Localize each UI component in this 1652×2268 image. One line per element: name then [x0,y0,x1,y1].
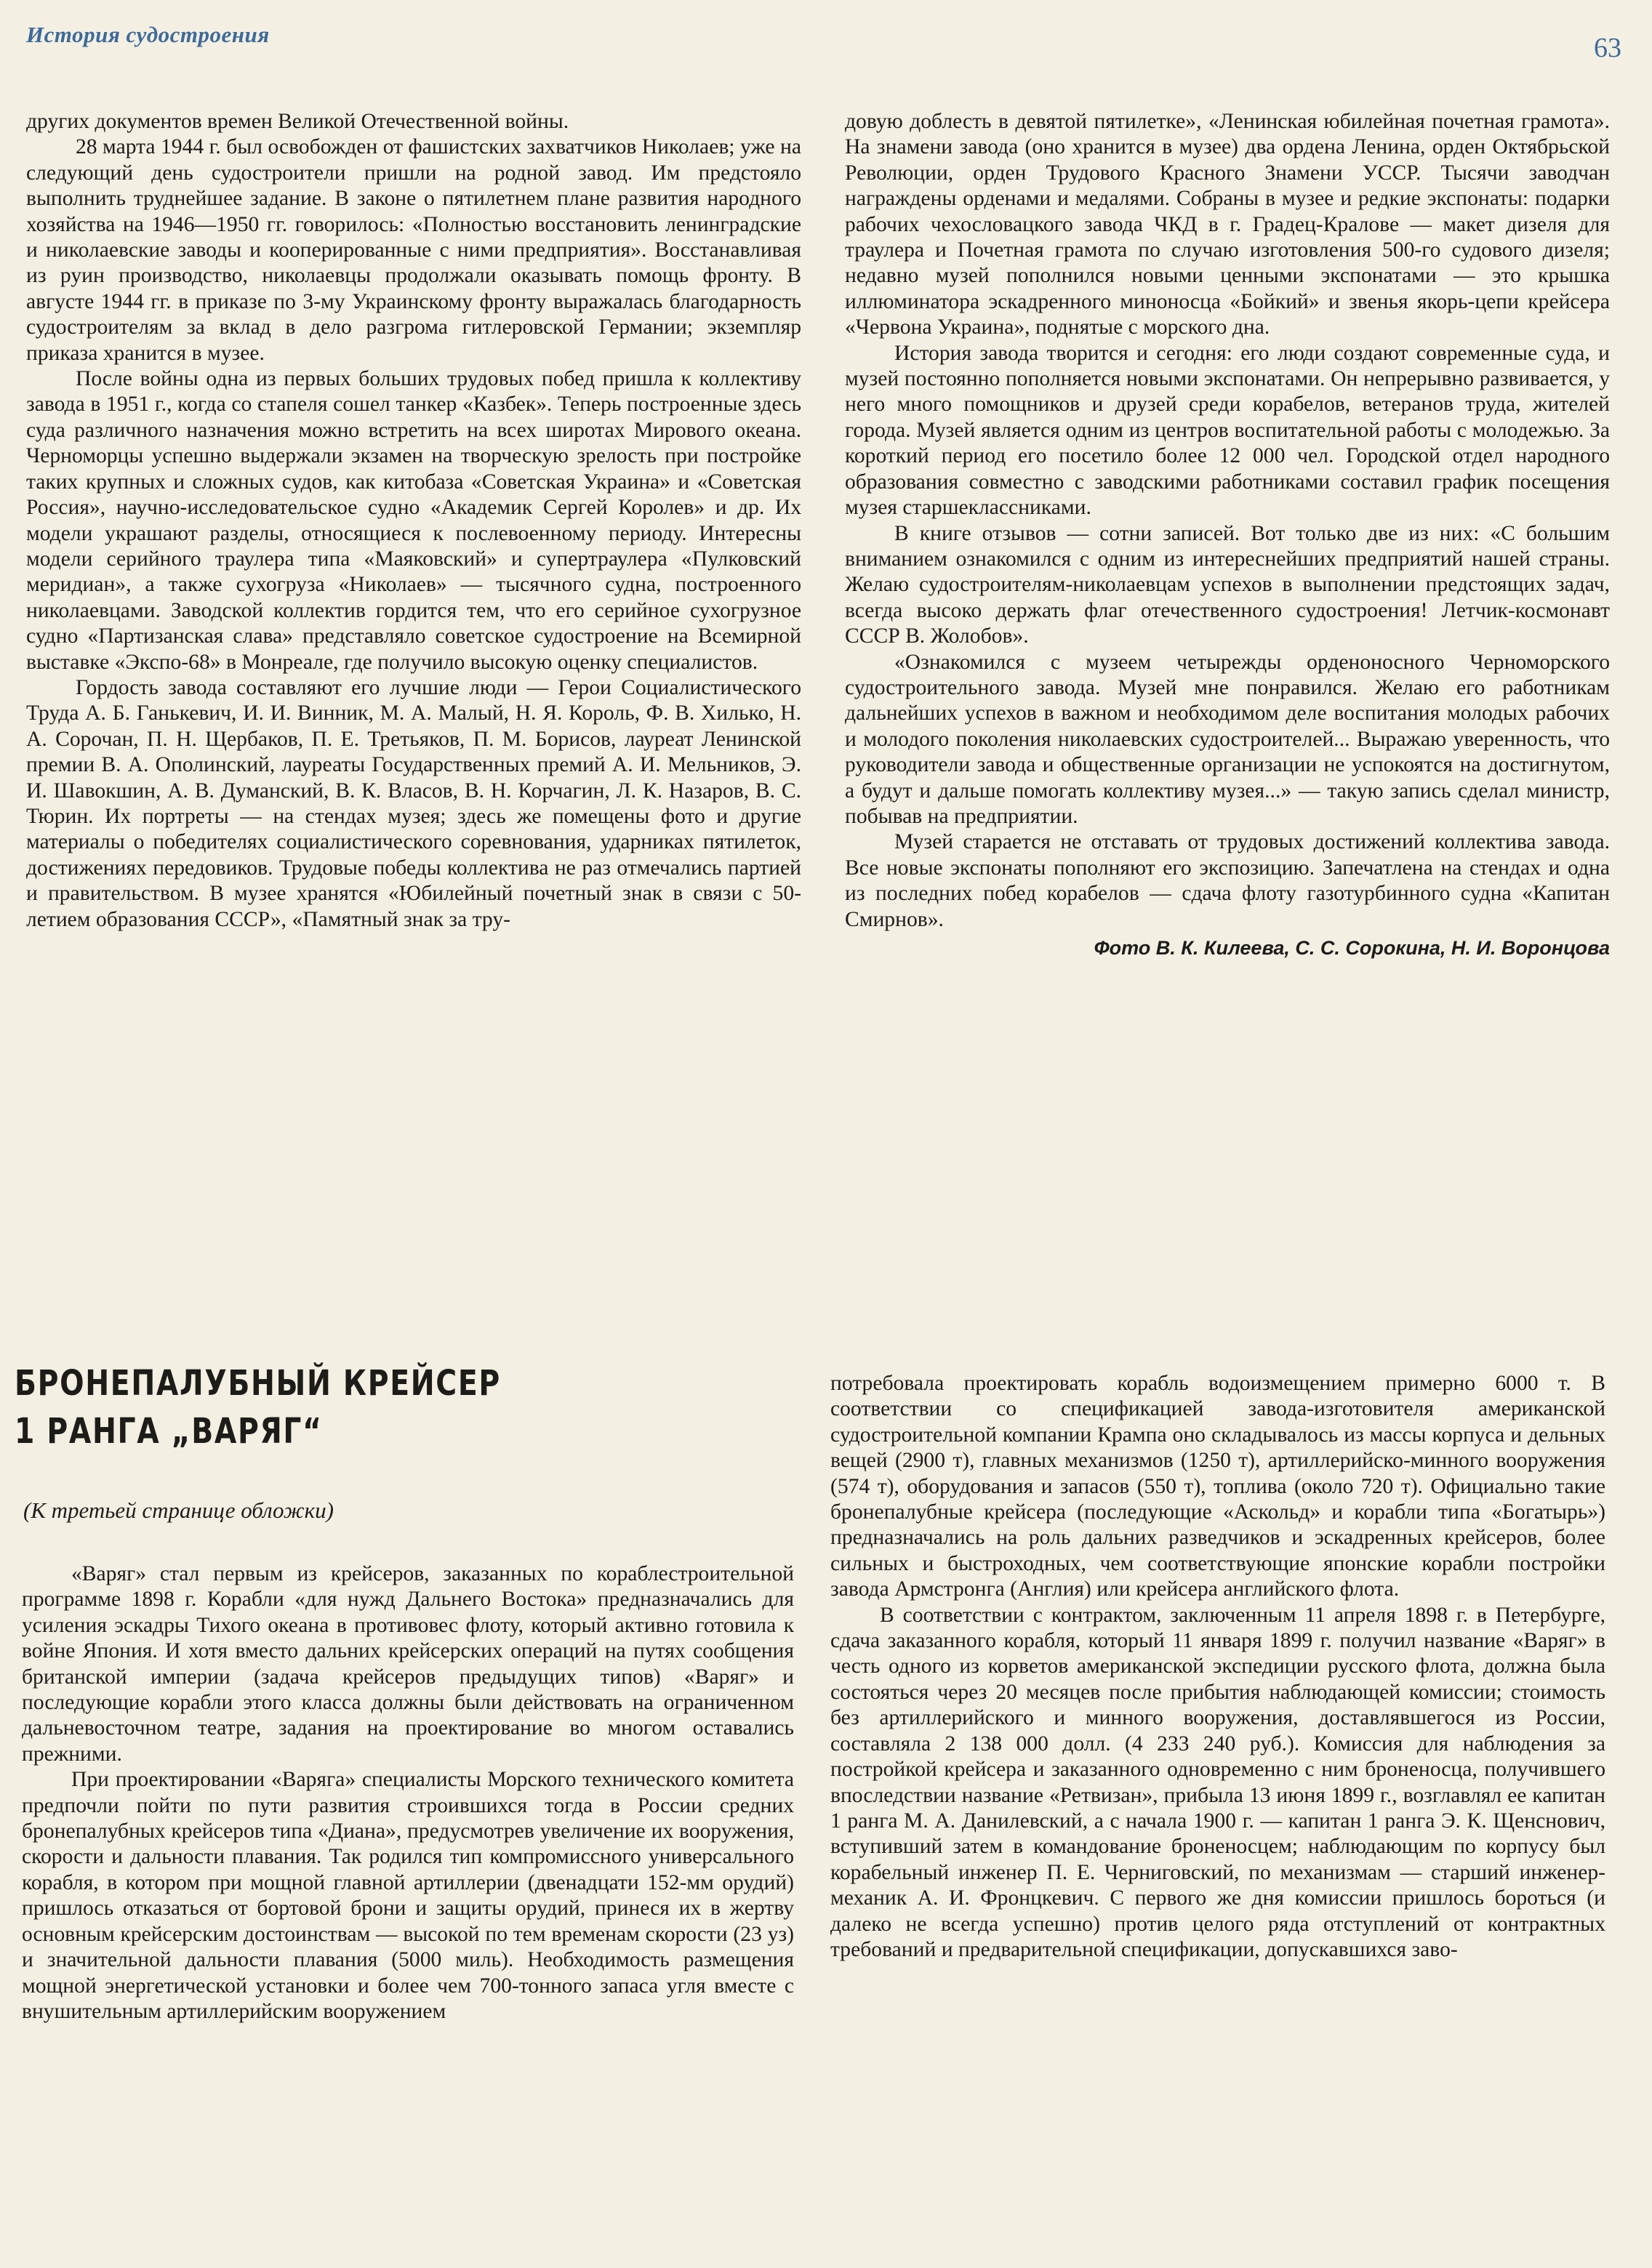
bottom-article-column-1 [22,1561,794,2024]
paragraph: других документов времен Великой Отечественной войны. [26,110,569,133]
top-article-column-1 [26,109,801,933]
paragraph: При проектировании «Варяга» специалисты Морского технического комитета предпочли пойти по пути развития строившихся тогда в России средних бронепалубных крейсеров типа «Диана», предусмотрев увеличение их вооружения, скорости и дальности плавания. Так родился тип компромиссного универсального корабля, в котором при мощной главной артиллерии (двенадцати 152-мм орудий) пришлось отказаться от бортовой брони и защиты орудий, принеся их в жертву основным крейсерским достоинствам — высокой по тем временам скорости (23 уз) и значительной дальности плавания (5000 миль). Необходимость размещения мощной энергетической установки и более чем 700-тонного запаса угля вместе с внушительным артиллерийским вооружением [22,1768,794,2023]
article-title-line: 1 РАНГА „ВАРЯГ“ [15,1411,323,1452]
top-article-column-2 [845,109,1610,961]
paragraph: потребовала проектировать корабль водоизмещением примерно 6000 т. В соответствии со спецификацией завода-изготовителя американской судостроительной компании Крампа оно складывалось из массы корпуса и дельных вещей (2900 т), главных механизмов (1250 т), артиллерийско-минного вооружения (574 т), оборудования и запасов (550 т), топлива (около 720 т). Официально такие бронепалубные крейсера (последующие «Аскольд» и корабли типа «Богатырь») предназначались на роль дальних разведчиков и эскадренных крейсеров, более сильных и быстроходных, чем соответствующие японские корабли постройки завода Армстронга (Англия) или крейсера английского флота. [830,1372,1605,1601]
paragraph: В соответствии с контрактом, заключенным 11 апреля 1898 г. в Петербурге, сдача заказанного корабля, который 11 января 1899 г. получил название «Варяг» в честь одного из корветов американской экспедиции русского флота, должна была состояться через 20 месяцев после прибытия наблюдающей комиссии; стоимость без артиллерийского и минного вооружения, доставлявшегося из России, составляла 2 138 000 долл. (4 233 240 руб.). Комиссия для наблюдения за постройкой крейсера и заказанного одновременно с ним броненосца, получившего впоследствии название «Ретвизан», прибыла 13 июня 1899 г., возглавлял ее капитан 1 ранга М. А. Данилевский, а с начала 1900 г. — капитан 1 ранга Э. К. Щенснович, вступивший затем в командование броненосцем; наблюдающим по корпусу был корабельный инженер П. Е. Черниговский, по механизмам — старший инженер-механик А. И. Фронцкевич. С первого же дня комиссии пришлось бороться (и далеко не всегда успешно) против целого ряда отступлений от контрактных требований и предварительной спецификации, допускавшихся заво- [830,1603,1605,1961]
paragraph: История завода творится и сегодня: его люди создают современные суда, и музей постоянно пополняется новыми экспонатами. Он непрерывно развивается, у него много помощников и друзей среди корабелов, ветеранов труда, жителей города. Музей является одним из центров воспитательной работы с молодежью. За короткий период его посетило более 12 000 чел. Городской отдел народного образования совместно с заводскими работниками составил график посещения музея старшеклассниками. [845,341,1610,520]
page-number: 63 [1594,33,1621,63]
paragraph: довую доблесть в девятой пятилетке», «Ленинская юбилейная почетная грамота». На знамени завода (оно хранится в музее) два ордена Ленина, орден Октябрьской Революции, орден Трудового Красного Знамени УССР. Тысячи заводчан награждены орденами и медалями. Собраны в музее и редкие экспонаты: подарки рабочих чехословацкого завода ЧКД в г. Градец-Кралове — макет дизеля для траулера и Почетная грамота по случаю изготовления 500-го судового дизеля; недавно музей пополнился новыми ценными экспонатами — это крышка иллюминатора эскадренного миноносца «Бойкий» и звенья якорь-цепи крейсера «Червона Украина», поднятые с морского дна. [845,110,1610,339]
paragraph: «Ознакомился с музеем четырежды орденоносного Черноморского судостроительного завода. Музей мне понравился. Желаю его работникам дальнейших успехов в важном и необходимом деле воспитания молодых рабочих и молодого поколения николаевских судостроителей... Выражаю уверенность, что руководители завода и общественные организации не успокоятся на достигнутом, а будут и дальше помогать коллективу музея...» — такую запись сделал министр, побывав на предприятии. [845,650,1610,828]
bottom-article-column-2 [830,1371,1605,1963]
article-subtitle: (К третьей странице обложки) [23,1497,334,1523]
article-title-line: БРОНЕПАЛУБНЫЙ КРЕЙСЕР [15,1363,501,1404]
paragraph: В книге отзывов — сотни записей. Вот только две из них: «С большим вниманием ознакомился с одним из интереснейших предприятий нашей страны. Желаю судостроителям-николаевцам успехов в выполнении предстоящих задач, всегда высоко держать флаг отечественного судостроения! Летчик-космонавт СССР В. Жолобов». [845,521,1610,648]
article-title [15,1359,659,1455]
paragraph: Гордость завода составляют его лучшие люди — Герои Социалистического Труда А. Б. Ганькевич, И. И. Винник, М. А. Малый, Н. Я. Король, Ф. В. Хилько, Н. А. Сорочан, П. Н. Щербаков, П. Е. Третьяков, П. М. Борисов, лауреат Ленинской премии В. А. Ополинский, лауреаты Государственных премий А. И. Мельников, Э. И. Шавокшин, А. В. Думанский, В. К. Власов, В. Н. Корчагин, Л. К. Назаров, В. С. Тюрин. Их портреты — на стендах музея; здесь же помещены фото и другие материалы о победителях социалистического соревнования, ударниках пятилеток, достижениях передовиков. Трудовые победы коллектива не раз отмечались партией и правительством. В музее хранятся «Юбилейный почетный знак в связи с 50-летием образования СССР», «Памятный знак за тру- [26,675,801,931]
paragraph: 28 марта 1944 г. был освобожден от фашистских захватчиков Николаев; уже на следующий день судостроители пришли на родной завод. Им предстояло выполнить труднейшее задание. В законе о пятилетнем плане развития народного хозяйства на 1946—1950 гг. говорилось: «Полностью восстановить ленинградские и николаевские заводы и кооперированные с ними предприятия». Восстанавливая из руин производство, николаевцы продолжали оказывать помощь фронту. В августе 1944 гг. в приказе по 3-му Украинскому фронту выражалась благодарность судостроителям за вклад в дело разгрома гитлеровской Германии; экземпляр приказа хранится в музее. [26,135,801,365]
photo-credit: Фото В. К. Килеева, С. С. Сорокина, Н. И. Воронцова [1094,937,1610,959]
paragraph: «Варяг» стал первым из крейсеров, заказанных по кораблестроительной программе 1898 г. Корабли «для нужд Дальнего Востока» предназначались для усиления эскадры Тихого океана в противовес флоту, который активно готовила к войне Япония. И хотя вместо дальних крейсерских операций на путях сообщения британской империи (задача крейсеров предыдущих типов) «Варяг» и последующие корабли этого класса должны были действовать на ограниченном дальневосточном театре, задания на проектирование во многом оставались прежними. [22,1562,794,1766]
running-head: История судостроения [26,22,270,47]
paragraph: После войны одна из первых больших трудовых побед пришла к коллективу завода в 1951 г., когда со стапеля сошел танкер «Казбек». Теперь построенные здесь суда различного назначения можно встретить на всех широтах Мирового океана. Черноморцы успешно выдержали экзамен на творческую зрелость при постройке таких крупных и сложных судов, как китобаза «Советская Украина» и «Советская Россия», научно-исследовательское судно «Академик Сергей Королев» и др. Их модели украшают разделы, относящиеся к послевоенному периоду. Интересны модели серийного траулера типа «Маяковский» и супертраулера «Пулковский меридиан», а также сухогруза «Николаев» — тысячного судна, построенного николаевцами. Заводской коллектив гордится тем, что его серийное сухогрузное судно «Партизанская слава» представляло советское судостроение на Всемирной выставке «Экспо-68» в Монреале, где получило высокую оценку специалистов. [26,367,801,674]
paragraph: Музей старается не отставать от трудовых достижений коллектива завода. Все новые экспонаты пополняют его экспозицию. Запечатлена на стендах и одна из последних побед корабелов — сдача флоту газотурбинного судна «Капитан Смирнов». [845,830,1610,931]
